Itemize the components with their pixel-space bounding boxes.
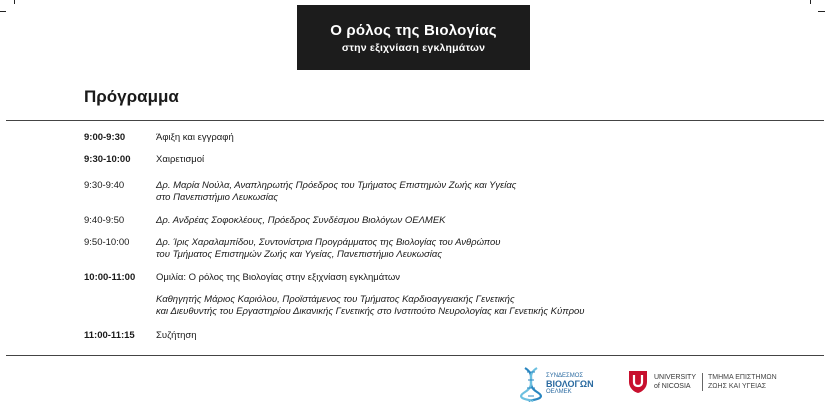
row-text: Συζήτηση (156, 330, 197, 341)
association-logo (520, 366, 594, 402)
crop-mark (818, 11, 825, 12)
row-text: Ομιλία: Ο ρόλος της Βιολογίας στην εξιχνίαση εγκλημάτων (156, 272, 401, 283)
unic-shield-icon (628, 370, 648, 394)
footer-logos (520, 366, 810, 406)
row-time: 9:00-9:30 (84, 132, 126, 143)
row-text: Δρ. Μαρία Νούλα, Αναπληρωτής Πρόεδρος του Τμήματος Επιστημών Ζωής και Υγείας στο Πανεπιστήμιο Λευκωσίας (156, 180, 517, 203)
program-row (84, 180, 804, 204)
crop-mark (810, 0, 811, 4)
dna-helix-icon (520, 366, 542, 402)
bottom-divider (6, 355, 824, 356)
program-row (84, 132, 804, 144)
crop-mark (0, 11, 6, 12)
department-line1: ΤΜΗΜΑ ΕΠΙΣΤΗΜΩΝ (708, 374, 777, 381)
program-heading: Πρόγραμμα (84, 87, 179, 106)
program-row (84, 330, 804, 342)
crop-mark (14, 0, 15, 4)
row-text: Άφιξη και εγγραφή (156, 132, 234, 143)
row-text: Δρ. Ανδρέας Σοφοκλέους, Πρόεδρος Συνδέσμου Βιολόγων ΟΕΛΜΕΚ (156, 215, 446, 226)
event-subtitle: στην εξιχνίαση εγκλημάτων (341, 41, 486, 54)
association-small-label: ΣΥΝΔΕΣΜΟΣ (546, 373, 584, 379)
program-row (84, 154, 804, 166)
department-line2: ΖΩΗΣ ΚΑΙ ΥΓΕΙΑΣ (708, 383, 767, 390)
row-time: 11:00-11:15 (84, 330, 135, 341)
university-line1: UNIVERSITY (654, 374, 697, 381)
association-sub: ΟΕΛΜΕΚ (546, 389, 572, 395)
university-logo (628, 370, 777, 394)
title-banner (297, 5, 530, 70)
row-time: 10:00-11:00 (84, 272, 136, 283)
row-text: Καθηγητής Μάριος Καριόλου, Προϊστάμενος του Τμήματος Καρδιοαγγειακής Γενετικής και Διευθυντής του Εργαστηρίου Δικανικής Γενετικής στο Ινστιτούτο Νευρολογίας και Γενετικής Κύπρου (156, 294, 585, 317)
program-row (84, 237, 804, 261)
program-row (84, 294, 804, 318)
row-text: Χαιρετισμοί (156, 154, 205, 165)
row-time: 9:30-10:00 (84, 154, 131, 165)
row-time: 9:50-10:00 (84, 237, 130, 248)
row-time (84, 294, 156, 318)
program-row (84, 272, 804, 284)
association-name: ΒΙΟΛΟΓΩΝ (546, 379, 594, 389)
event-title: Ο ρόλος της Βιολογίας (330, 21, 497, 39)
row-text: Δρ. Ίρις Χαραλαμπίδου, Συντονίστρια Προγράμματος της Βιολογίας του Ανθρώπου του Τμήματος Επιστημών Ζωής και Υγείας, Πανεπιστήμιο Λευκωσίας (156, 237, 501, 260)
row-time: 9:30-9:40 (84, 180, 125, 191)
university-line2: of NICOSIA (654, 383, 691, 390)
program-row (84, 215, 804, 227)
row-time: 9:40-9:50 (84, 215, 125, 226)
top-divider (6, 120, 824, 121)
